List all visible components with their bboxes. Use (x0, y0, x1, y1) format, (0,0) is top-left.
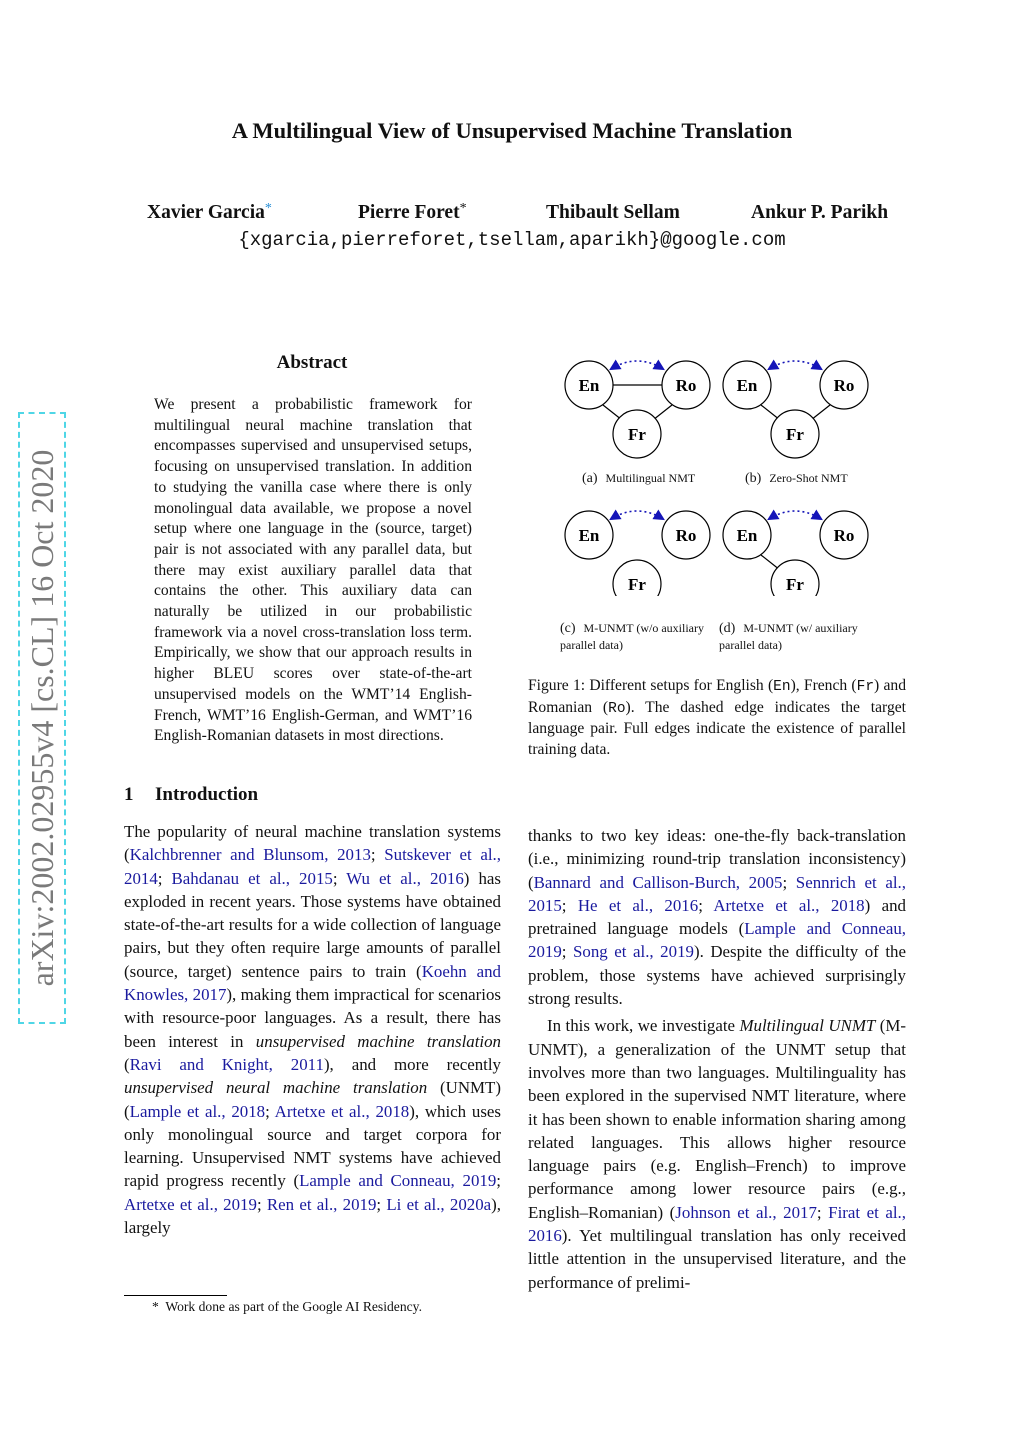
edge-ro-fr (811, 405, 830, 420)
author-4: Ankur P. Parikh (751, 202, 889, 223)
footnote-rule (124, 1295, 227, 1296)
author-1: Xavier Garcia* (147, 201, 272, 223)
subfigure-b (723, 361, 868, 458)
subcaption-d: (d) M-UNMT (w/ auxiliary parallel data) (719, 621, 858, 652)
node-label-fr: Fr (786, 425, 804, 444)
intro-paragraph-1: The popularity of neural machine translation systems (Kalchbrenner and Blunsom, 2013; Sutskever et al., 2014; Bahdanau et al., 2015; Wu et al., 2016) has exploded in recent years. Those systems have obtained state-of-the-art results for a wide collection of language pairs, but they often require large amounts of parallel (source, target) sentence pairs to train (Koehn and Knowles, 2017), making them impractical for scenarios with resource-poor languages. As a result, there has been interest in unsupervised machine translation (Ravi and Knight, 2011), and more recently unsupervised neural machine translation (UNMT) (Lample et al., 2018; Artetxe et al., 2018), which uses only monolingual source and target corpora for learning. Unsupervised NMT systems have achieved rapid progress recently (Lample and Conneau, 2019; Artetxe et al., 2019; Ren et al., 2019; Li et al., 2020a), largely (124, 822, 502, 1238)
intro-paragraph-2: thanks to two key ideas: one-the-fly back-translation (i.e., minimizing round-trip translation inconsistency) (Bannard and Callison-Burch, 2005; Sennrich et al., 2015; He et al., 2016; Artetxe et al., 2018) and pretrained language models (Lample and Conneau, 2019; Song et al., 2019). Despite the difficulty of the problem, those systems have achieved surprisingly strong results. (528, 826, 907, 1009)
citation[interactable]: Wu et al., 2016 (346, 868, 464, 888)
citation[interactable]: Sennrich et al., 2015 (528, 872, 906, 915)
node-label-ro: Ro (833, 526, 855, 545)
arxiv-stamp[interactable] (18, 412, 66, 1024)
node-label-en: En (736, 526, 758, 545)
node-label-fr: Fr (628, 425, 646, 444)
dashed-edge-en-ro (611, 361, 663, 369)
subcaption-a: (a) Multilingual NMT (582, 471, 696, 486)
citation[interactable]: Ren et al., 2019 (266, 1194, 377, 1214)
node-label-fr: Fr (786, 575, 804, 594)
citation[interactable]: Johnson et al., 2017 (675, 1202, 817, 1222)
node-label-ro: Ro (675, 526, 697, 545)
arxiv-id: arXiv:2002.02955v4 [cs.CL] 16 Oct 2020 (24, 449, 60, 987)
citation[interactable]: Koehn and Knowles, 2017 (124, 961, 501, 1005)
citation[interactable]: Kalchbrenner and Blunsom, 2013 (129, 845, 371, 865)
subfigure-c (565, 511, 710, 596)
author-3: Thibault Sellam (546, 202, 680, 223)
dashed-edge-en-ro (769, 361, 821, 369)
abstract-text: We present a probabilistic framework for multilingual neural machine translation that encompasses supervised and unsupervised setups, focusing on unsupervised translation. In addition to studying the vanilla case where there is only monolingual data available, we propose a novel setup where one language in the (source, target) pair is not associated with any parallel data, but there may exist auxiliary parallel data that contains the other. This auxiliary data can naturally be utilized in our probabilistic framework via a novel cross-translation loss term. Empirically, we show that our approach results in higher BLEU scores over state-of-the-art unsupervised models on the WMT’14 English-French, WMT’16 English-German, and WMT’16 English-Romanian datasets in most directions. (154, 396, 472, 745)
intro-paragraph-3: In this work, we investigate Multilingual UNMT (M-UNMT), a generalization of the UNMT setup that involves more than two languages. Multilinguality has been explored in the supervised NMT literature, where it has been shown to enable information sharing among related languages. This allows higher resource language pairs (e.g. English–French) to improve performance among lower resource pairs (e.g., English–Romanian) (Johnson et al., 2017; Firat et al., 2016). Yet multilingual translation has only received little attention in the unsupervised literature, and the performance of prelimi- (528, 1016, 907, 1292)
node-label-fr: Fr (628, 575, 646, 594)
citation[interactable]: Lample and Conneau, 2019 (299, 1171, 497, 1191)
section-heading-introduction: 1 Introduction (124, 784, 259, 805)
node-label-en: En (736, 376, 758, 395)
dashed-edge-en-ro (769, 511, 821, 519)
footnote: * Work done as part of the Google AI Residency. (152, 1299, 422, 1314)
paper-title: A Multilingual View of Unsupervised Machine Translation (231, 118, 793, 143)
citation[interactable]: Bahdanau et al., 2015 (171, 868, 333, 888)
citation[interactable]: Lample et al., 2018 (129, 1101, 266, 1121)
author-2: Pierre Foret* (358, 201, 467, 223)
subfigure-a (565, 361, 710, 458)
abstract-heading: Abstract (276, 352, 348, 373)
citation[interactable]: Li et al., 2020a (386, 1194, 492, 1214)
node-label-ro: Ro (675, 376, 697, 395)
citation[interactable]: Lample and Conneau, 2019 (528, 919, 907, 962)
subcaption-b: (b) Zero-Shot NMT (745, 471, 848, 486)
citation[interactable]: Artetxe et al., 2018 (274, 1101, 410, 1121)
citation[interactable]: Song et al., 2019 (573, 942, 694, 962)
intro-column-left (124, 820, 501, 1239)
edge-ro-fr (653, 405, 672, 420)
node-label-en: En (578, 526, 600, 545)
citation[interactable]: Artetxe et al., 2019 (124, 1194, 257, 1214)
subfigure-d (723, 511, 868, 596)
citation[interactable]: Artetxe et al., 2018 (713, 895, 865, 915)
intro-column-right (528, 824, 906, 1294)
subcaption-c: (c) M-UNMT (w/o auxiliary parallel data) (560, 621, 704, 652)
citation[interactable]: Firat et al., 2016 (528, 1202, 906, 1246)
citation[interactable]: Ravi and Knight, 2011 (129, 1054, 324, 1074)
node-label-en: En (578, 376, 600, 395)
citation[interactable]: He et al., 2016 (577, 895, 699, 915)
citation[interactable]: Bannard and Callison-Burch, 2005 (533, 872, 783, 892)
author-emails: {xgarcia,pierreforet,tsellam,aparikh}@google.com (238, 229, 786, 251)
dashed-edge-en-ro (611, 511, 663, 519)
citation[interactable]: Sutskever et al., 2014 (124, 845, 501, 888)
node-label-ro: Ro (833, 376, 855, 395)
figure-1-caption: Figure 1: Different setups for English (En), French (Fr) and Romanian (Ro). The dashed edge indicates the target language pair. Full edges indicate the existence of parallel training data. (528, 677, 906, 758)
